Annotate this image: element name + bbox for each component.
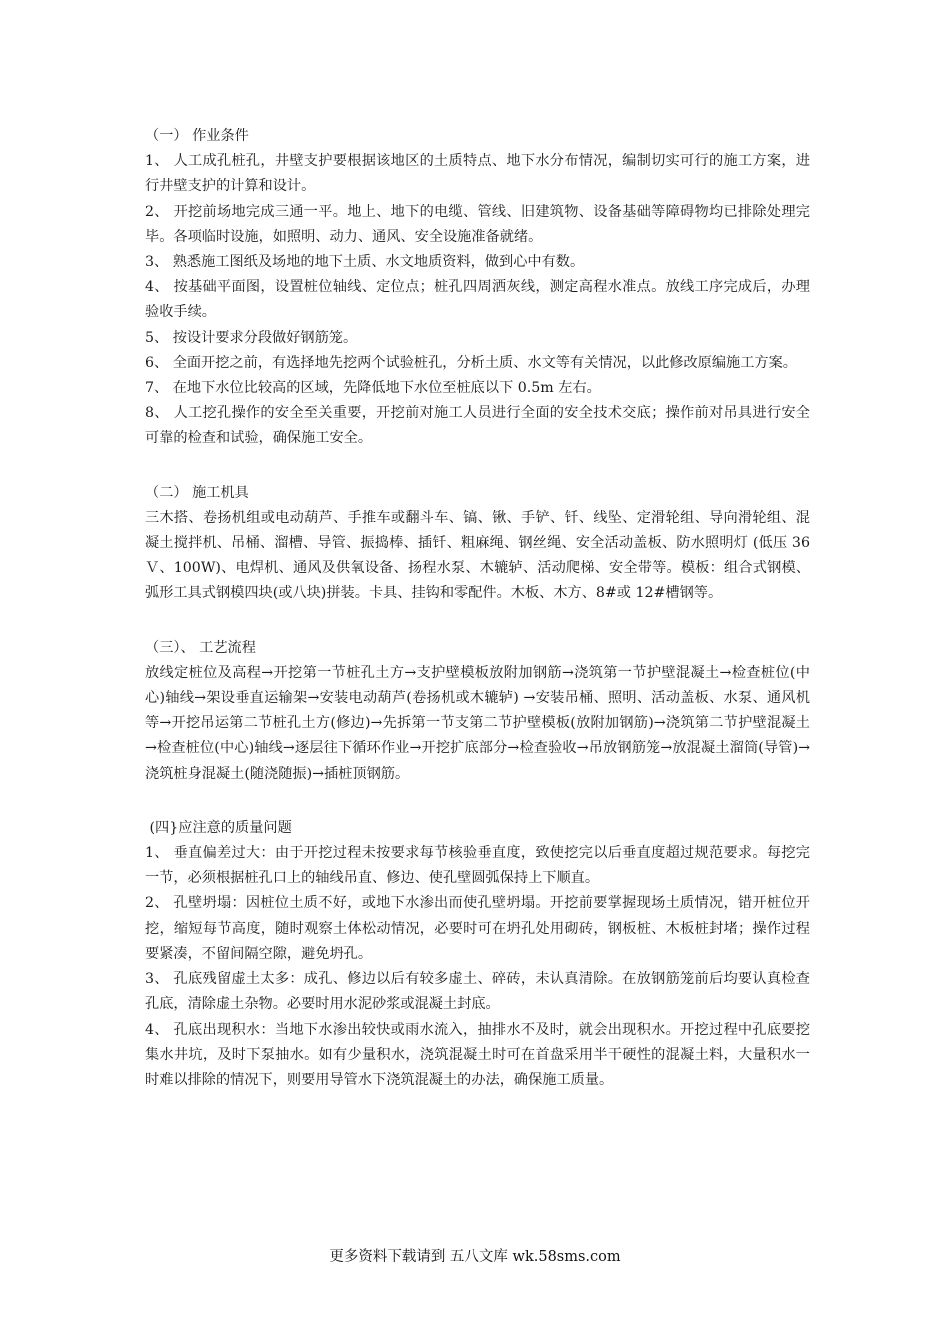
paragraph: 2、 开挖前场地完成三通一平。地上、地下的电缆、管线、旧建筑物、设备基础等障碍物均已排除处理完毕。各项临时设施，如照明、动力、通风、安全设施准备就绪。 (145, 203, 810, 245)
paragraph: 3、 孔底残留虚土太多：成孔、修边以后有较多虚土、碎砖，未认真清除。在放钢筋笼前后均要认真检查孔底，清除虚土杂物。必要时用水泥砂浆或混凝土封底。 (145, 971, 810, 1013)
section-heading-work-conditions: （一） 作业条件 (145, 128, 249, 144)
paragraph: 1、 人工成孔桩孔，井壁支护要根据该地区的土质特点、地下水分布情况，编制切实可行的施工方案，进行井壁支护的计算和设计。 (145, 153, 810, 195)
document-body (145, 124, 810, 1093)
paragraph: 5、 按设计要求分段做好钢筋笼。 (145, 329, 358, 346)
section-spacer (145, 607, 810, 636)
paragraph: 4、 按基础平面图，设置桩位轴线、定位点；桩孔四周洒灰线，测定高程水准点。放线工序完成后，办理验收手续。 (145, 279, 810, 321)
page-footer: 更多资料下载请到 五八文库 wk.58sms.com (329, 1249, 621, 1265)
paragraph: 1、 垂直偏差过大：由于开挖过程未按要求每节核验垂直度，致使挖完以后垂直度超过规范要求。每挖完一节，必须根据桩孔口上的轴线吊直、修边、使孔壁圆弧保持上下顺直。 (145, 845, 810, 887)
paragraph: 3、 熟悉施工图纸及场地的地下土质、水文地质资料，做到心中有数。 (145, 254, 585, 271)
section-spacer (145, 452, 810, 481)
paragraph: 4、 孔底出现积水：当地下水渗出较快或雨水流入，抽排水不及时，就会出现积水。开挖过程中孔底要挖集水井坑，及时下泵抽水。如有少量积水，浇筑混凝土时可在首盘采用半干硬性的混凝土料，大量积水一时难以排除的情况下，则要用导管水下浇筑混凝土的办法，确保施工质量。 (145, 1021, 810, 1088)
section-heading-tools: （二） 施工机具 (145, 484, 249, 501)
paragraph: 7、 在地下水位比较高的区域，先降低地下水位至桩底以下 0.5m 左右。 (145, 380, 601, 397)
paragraph: 8、 人工挖孔操作的安全至关重要，开挖前对施工人员进行全面的安全技术交底；操作前对吊具进行安全可靠的检查和试验，确保施工安全。 (145, 405, 810, 447)
paragraph: 6、 全面开挖之前，有选择地先挖两个试验桩孔，分析土质、水文等有关情况，以此修改原编施工方案。 (145, 354, 797, 371)
paragraph: 放线定桩位及高程→开挖第一节桩孔土方→支护壁模板放附加钢筋→浇筑第一节护壁混凝土→检查桩位(中心)轴线→架设垂直运输架→安装电动葫芦(卷扬机或木辘轳) →安装吊桶、照明、活动盖板、水泵、通风机等→开挖吊运第二节桩孔土方(修边)→先拆第一节支第二节护壁模板(放附加钢筋)→浇筑第二节护壁混凝土→检查桩位(中心)轴线→逐层往下循环作业→开挖扩底部分→检查验收→吊放钢筋笼→放混凝土溜筒(导管)→浇筑桩身混凝土(随浇随振)→插桩顶钢筋。 (145, 664, 810, 782)
paragraph: 三木搭、卷扬机组或电动葫芦、手推车或翻斗车、镐、锹、手铲、钎、线坠、定滑轮组、导向滑轮组、混凝土搅拌机、吊桶、溜槽、导管、振捣棒、插钎、粗麻绳、钢丝绳、安全活动盖板、防水照明灯 (低压 36Ｖ、100W)、电焊机、通风及供氧设备、扬程水泵、木辘轳、活动爬梯、安全带等。模板：组合式钢模、弧形工具式钢模四块(或八块)拼装。卡具、挂钩和零配件。木板、木方、8#或 12#槽钢等。 (145, 509, 810, 602)
section-spacer (145, 787, 810, 816)
section-heading-process-flow: （三）、 工艺流程 (145, 639, 256, 656)
section-heading-quality-issues: (四}应注意的质量问题 (145, 819, 292, 836)
paragraph: 2、 孔壁坍塌：因桩位土质不好，或地下水渗出而使孔壁坍塌。开挖前要掌握现场土质情况，错开桩位开挖，缩短每节高度，随时观察土体松动情况，必要时可在坍孔处用砌砖，钢板桩、木板桩封堵；操作过程要紧凑，不留间隔空隙，避免坍孔。 (145, 895, 810, 962)
